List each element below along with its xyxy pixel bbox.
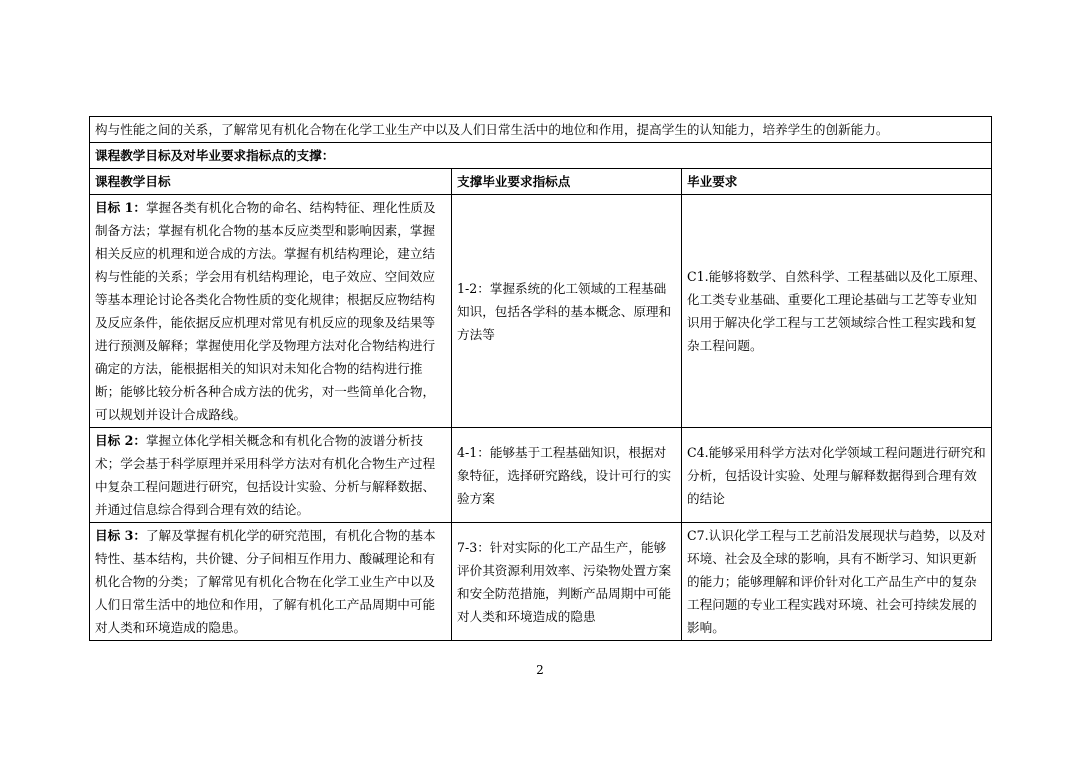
header-requirement: 毕业要求 <box>682 169 992 195</box>
section-title-row <box>90 143 992 169</box>
objective-cell <box>90 195 452 428</box>
table-row <box>90 523 992 641</box>
requirement-cell: C1.能够将数学、自然科学、工程基础以及化工原理、化工类专业基础、重要化工理论基础与工艺等专业知识用于解决化学工程与工艺领域综合性工程实践和复杂工程问题。 <box>682 195 992 428</box>
intro-continuation: 构与性能之间的关系，了解常见有机化合物在化学工业生产中以及人们日常生活中的地位和作用，提高学生的认知能力，培养学生的创新能力。 <box>90 117 992 143</box>
objective-cell <box>90 428 452 523</box>
objective-text: 了解及掌握有机化学的研究范围，有机化合物的基本特性、基本结构，共价键、分子间相互作用力、酸碱理论和有机化合物的分类；了解常见有机化合物在化学工业生产中以及人们日常生活中的地位和作用，了解有机化工产品周期中可能对人类和环境造成的隐患。 <box>95 528 436 635</box>
header-objective: 课程教学目标 <box>90 169 452 195</box>
table-row <box>90 428 992 523</box>
page-number: 2 <box>536 663 544 677</box>
indicator-cell: 1-2：掌握系统的化工领域的工程基础知识，包括各学科的基本概念、原理和方法等 <box>452 195 682 428</box>
objective-label: 目标 1： <box>95 200 146 215</box>
header-indicator: 支撑毕业要求指标点 <box>452 169 682 195</box>
header-row <box>90 169 992 195</box>
course-objectives-table <box>89 116 992 641</box>
objective-text: 掌握各类有机化合物的命名、结构特征、理化性质及制备方法；掌握有机化合物的基本反应类型和影响因素，掌握相关反应的机理和逆合成的方法。掌握有机结构理论，建立结构与性能的关系；学会用有机结构理论，电子效应、空间效应等基本理论讨论各类化合物性质的变化规律；根据反应物结构及反应条件，能依据反应机理对常见有机反应的现象及结果等进行预测及解释；掌握使用化学及物理方法对化合物结构进行确定的方法，能根据相关的知识对未知化合物的结构进行推断；能够比较分析各种合成方法的优劣，对一些简单化合物，可以规划并设计合成路线。 <box>95 200 436 422</box>
requirement-cell: C4.能够采用科学方法对化学领域工程问题进行研究和分析，包括设计实验、处理与解释数据得到合理有效的结论 <box>682 428 992 523</box>
requirement-cell: C7.认识化学工程与工艺前沿发展现状与趋势，以及对环境、社会及全球的影响，具有不断学习、知识更新的能力；能够理解和评价针对化工产品生产中的复杂工程问题的专业工程实践对环境、社会可持续发展的影响。 <box>682 523 992 641</box>
objective-cell <box>90 523 452 641</box>
table-row <box>90 195 992 428</box>
intro-row <box>90 117 992 143</box>
objective-label: 目标 2： <box>95 433 146 448</box>
objective-text: 掌握立体化学相关概念和有机化合物的波谱分析技术；学会基于科学原理并采用科学方法对有机化合物生产过程中复杂工程问题进行研究，包括设计实验、分析与解释数据、并通过信息综合得到合理有效的结论。 <box>95 433 436 517</box>
indicator-cell: 4-1：能够基于工程基础知识，根据对象特征，选择研究路线，设计可行的实验方案 <box>452 428 682 523</box>
objective-label: 目标 3： <box>95 528 146 543</box>
indicator-cell: 7-3：针对实际的化工产品生产，能够评价其资源利用效率、污染物处置方案和安全防范措施，判断产品周期中可能对人类和环境造成的隐患 <box>452 523 682 641</box>
section-title: 课程教学目标及对毕业要求指标点的支撑： <box>90 143 992 169</box>
